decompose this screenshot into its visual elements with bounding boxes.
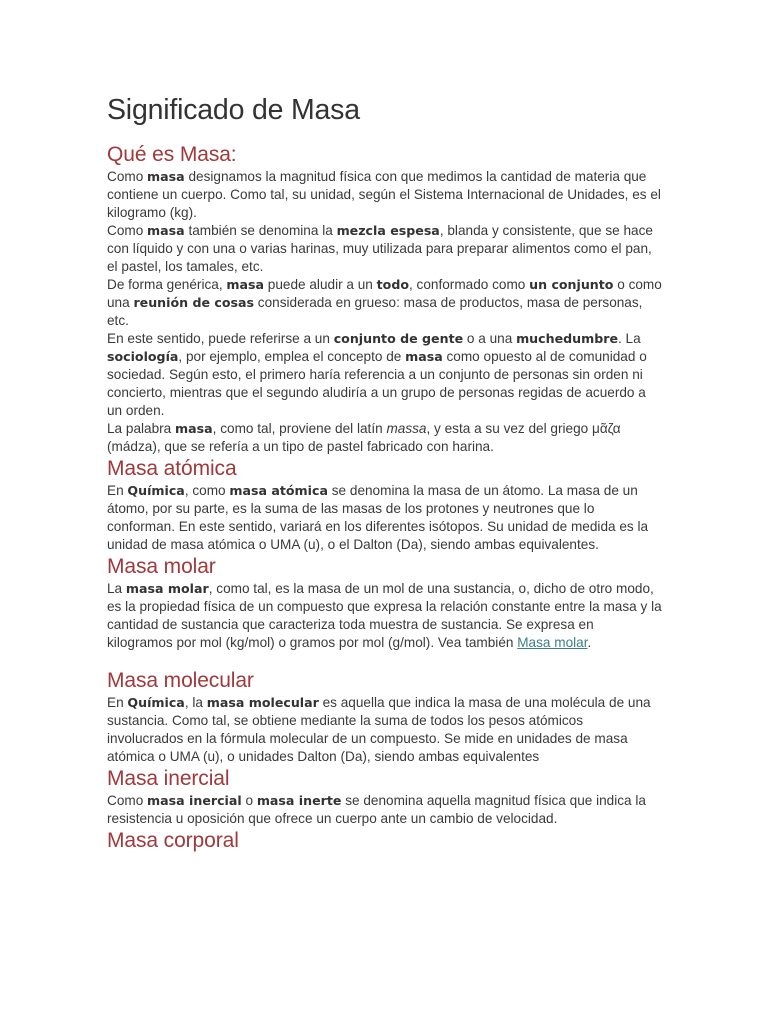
section-heading-masa-molecular: Masa molecular [107,669,254,692]
paragraph-masa-molar: La masa molar, como tal, es la masa de un mol de una sustancia, o, dicho de otro modo, es la propiedad física de un compuesto que expresa la relación constante entre la masa y la cantidad de sustancia que caracteriza toda muestra de sustancia. Se expresa en kilogramos por mol (kg/mol) o gramos por mol (g/mol). Vea también Masa molar. [107,581,662,650]
section-heading-masa-corporal: Masa corporal [107,829,239,852]
paragraph-masa-molecular: En Química, la masa molecular es aquella que indica la masa de una molécula de una sustancia. Como tal, se obtiene mediante la suma de todos los pesos atómicos involucrados en la fórmula molecular de un compuesto. Se mide en unidades de masa atómica o UMA (u), o unidades Dalton (Da), siendo ambas equivalentes [107,695,651,764]
section-spacer [107,652,663,668]
paragraph-etimologia: La palabra masa, como tal, proviene del latín massa, y esta a su vez del griego μᾶζα (mádza), que se refería a un tipo de pastel fabricado con harina. [107,421,621,454]
page-title: Significado de Masa [107,94,360,126]
paragraph-sociologia: En este sentido, puede referirse a un conjunto de gente o a una muchedumbre. La sociología, por ejemplo, emplea el concepto de masa como opuesto al de comunidad o sociedad. Según esto, el primero haría referencia a un conjunto de personas sin orden ni concierto, mientras que el segundo aludiría a un grupo de personas regidas de acuerdo a un orden. [107,331,647,418]
section-heading-masa-molar: Masa molar [107,555,216,578]
paragraph-masa-inercial: Como masa inercial o masa inerte se denomina aquella magnitud física que indica la resistencia u oposición que ofrece un cuerpo ante un cambio de velocidad. [107,793,646,826]
link-masa-molar[interactable]: Masa molar [517,635,588,650]
paragraph-mezcla: Como masa también se denomina la mezcla espesa, blanda y consistente, que se hace con líquido y con una o varias harinas, muy utilizada para preparar alimentos como el pan, el pastel, los tamales, etc. [107,223,653,274]
paragraph-definition: Como masa designamos la magnitud física con que medimos la cantidad de materia que contiene un cuerpo. Como tal, su unidad, según el Sistema Internacional de Unidades, es el kilogramo (kg). [107,169,661,220]
document-page [107,92,663,854]
section-heading-que-es-masa: Qué es Masa: [107,143,237,166]
section-heading-masa-atomica: Masa atómica [107,457,237,480]
section-heading-masa-inercial: Masa inercial [107,767,230,790]
paragraph-generica: De forma genérica, masa puede aludir a un todo, conformado como un conjunto o como una reunión de cosas considerada en grueso: masa de productos, masa de personas, etc. [107,277,662,328]
paragraph-masa-atomica: En Química, como masa atómica se denomina la masa de un átomo. La masa de un átomo, por su parte, es la suma de las masas de los protones y neutrones que lo conforman. En este sentido, variará en los diferentes isótopos. Su unidad de medida es la unidad de masa atómica o UMA (u), o el Dalton (Da), siendo ambas equivalentes. [107,483,649,552]
